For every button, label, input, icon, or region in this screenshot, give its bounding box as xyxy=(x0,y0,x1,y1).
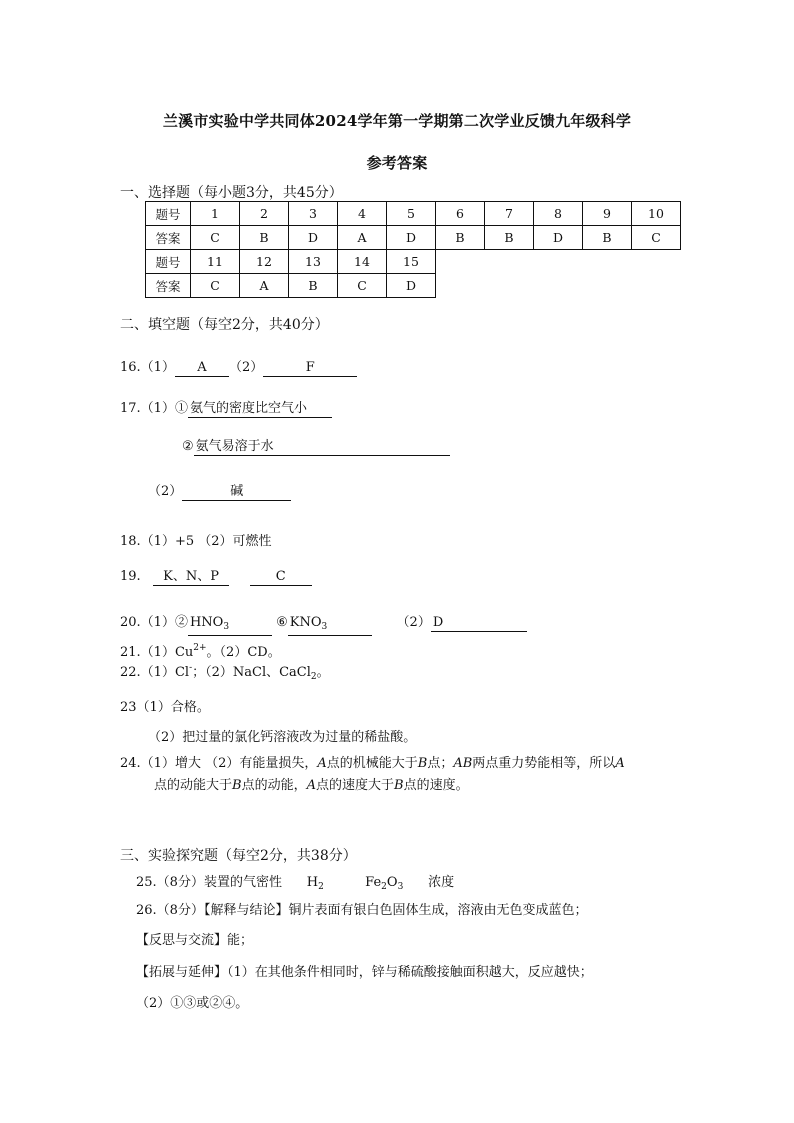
question-number: 14 xyxy=(338,250,387,274)
q17-line-2 xyxy=(182,439,450,456)
table-header-cell: 题号 xyxy=(146,250,191,274)
q26-line-4: （2）①③或②④。 xyxy=(136,996,249,1011)
q17-line-3 xyxy=(148,480,291,501)
q25-answer-4: 浓度 xyxy=(428,875,455,890)
question-number: 3 xyxy=(289,202,338,226)
answer-table xyxy=(145,201,681,298)
q19-answer-1: K、N、P xyxy=(153,569,229,586)
q19-answer-2: C xyxy=(250,569,312,586)
q21-line: $21.(1)Cu^{2+}$。（2）CD。 xyxy=(120,643,281,660)
section3-heading: 三、实验探究题（每空2分，共38分） xyxy=(120,848,357,864)
question-number: 12 xyxy=(240,250,289,274)
question-number: 10 xyxy=(632,202,681,226)
question-number: 11 xyxy=(191,250,240,274)
q16-prefix: 16.（1） xyxy=(120,360,175,375)
q26-line-3: 【拓展与延伸】（1）在其他条件相同时，锌与稀硫酸接触面积越大，反应越快； xyxy=(136,965,593,980)
answer-cell: C xyxy=(191,226,240,250)
section1-heading: 一、选择题（每小题3分，共45分） xyxy=(120,185,343,201)
question-number: 2 xyxy=(240,202,289,226)
answer-cell: C xyxy=(632,226,681,250)
question-number: 9 xyxy=(583,202,632,226)
q20-part-2: （2） xyxy=(396,615,431,630)
answer-cell: D xyxy=(289,226,338,250)
section2-heading: 二、填空题（每空2分，共40分） xyxy=(120,317,329,333)
question-number: 8 xyxy=(534,202,583,226)
q20-answer-1: $HNO_3$ xyxy=(188,615,272,636)
q16-line xyxy=(120,356,357,377)
q20-prefix: 20.（1）② xyxy=(120,615,188,630)
question-number: 5 xyxy=(387,202,436,226)
answer-cell: B xyxy=(583,226,632,250)
answer-cell: A xyxy=(240,274,289,298)
answer-cell: B xyxy=(485,226,534,250)
q17-answer-2: 氨气易溶于水 xyxy=(194,439,450,456)
table-row xyxy=(146,274,681,298)
q19-prefix: 19. xyxy=(120,569,141,584)
q18-line: 18.（1）+5 （2）可燃性 xyxy=(120,534,272,549)
q25-answer-2: $H_2$ xyxy=(306,875,324,892)
table-header-cell: 答案 xyxy=(146,226,191,250)
q24-line-2: 点的动能大于B点的动能，A点的速度大于B点的速度。 xyxy=(154,778,469,793)
q17-marker-2: ② xyxy=(182,439,194,454)
answer-cell: C xyxy=(191,274,240,298)
q17-line-1 xyxy=(120,397,332,418)
q22-line: 22.（1）Cl-；（2）NaCl、CaCl$_2$。 xyxy=(120,663,330,682)
q17-part-2: （2） xyxy=(148,484,183,499)
answer-cell: B xyxy=(436,226,485,250)
q20-line xyxy=(120,611,527,636)
q20-marker-6: ⑥ xyxy=(276,615,288,630)
q20-answer-3: D xyxy=(431,615,527,632)
q25-answer-3: $Fe_2O_3$ xyxy=(365,875,404,892)
page-subtitle: 参考答案 xyxy=(366,154,428,172)
question-number: 6 xyxy=(436,202,485,226)
answer-cell: D xyxy=(534,226,583,250)
q16-mid: （2） xyxy=(228,360,264,375)
table-row xyxy=(146,226,681,250)
q25-line: 25.（8分）装置的气密性 $H_2$ $Fe_2O_3$ 浓度 xyxy=(136,875,455,892)
answer-cell: D xyxy=(387,226,436,250)
question-number: 1 xyxy=(191,202,240,226)
q26-line-2: 【反思与交流】能； xyxy=(136,933,254,948)
q26-line-1: 26.（8分）【解释与结论】铜片表面有银白色固体生成，溶液由无色变成蓝色； xyxy=(136,903,588,918)
answer-cell: B xyxy=(289,274,338,298)
answer-cell: B xyxy=(240,226,289,250)
question-number: 4 xyxy=(338,202,387,226)
question-number: 7 xyxy=(485,202,534,226)
table-row xyxy=(146,202,681,226)
q23-line-1: 23（1）合格。 xyxy=(120,700,210,715)
q16-answer-1: A xyxy=(175,360,229,377)
q16-answer-2: F xyxy=(263,360,357,377)
answer-cell: A xyxy=(338,226,387,250)
q19-line xyxy=(120,569,312,586)
q20-answer-2: $KNO_3$ xyxy=(288,615,372,636)
answer-cell: D xyxy=(387,274,436,298)
q17-prefix: 17.（1）① xyxy=(120,401,188,416)
answer-cell: C xyxy=(338,274,387,298)
question-number: 15 xyxy=(387,250,436,274)
page-title: 兰溪市实验中学共同体2024学年第一学期第二次学业反馈九年级科学 xyxy=(162,112,632,130)
table-header-cell: 题号 xyxy=(146,202,191,226)
table-row xyxy=(146,250,681,274)
table-header-cell: 答案 xyxy=(146,274,191,298)
q23-line-2: （2）把过量的氯化钙溶液改为过量的稀盐酸。 xyxy=(148,730,417,745)
q24-line-1: 24.（1）增大 （2）有能量损失，A点的机械能大于B点；AB两点重力势能相等，所以A xyxy=(120,756,625,771)
question-number: 13 xyxy=(289,250,338,274)
q17-answer-1: 氨气的密度比空气小 xyxy=(188,401,332,418)
q17-answer-3: 碱 xyxy=(182,484,291,501)
